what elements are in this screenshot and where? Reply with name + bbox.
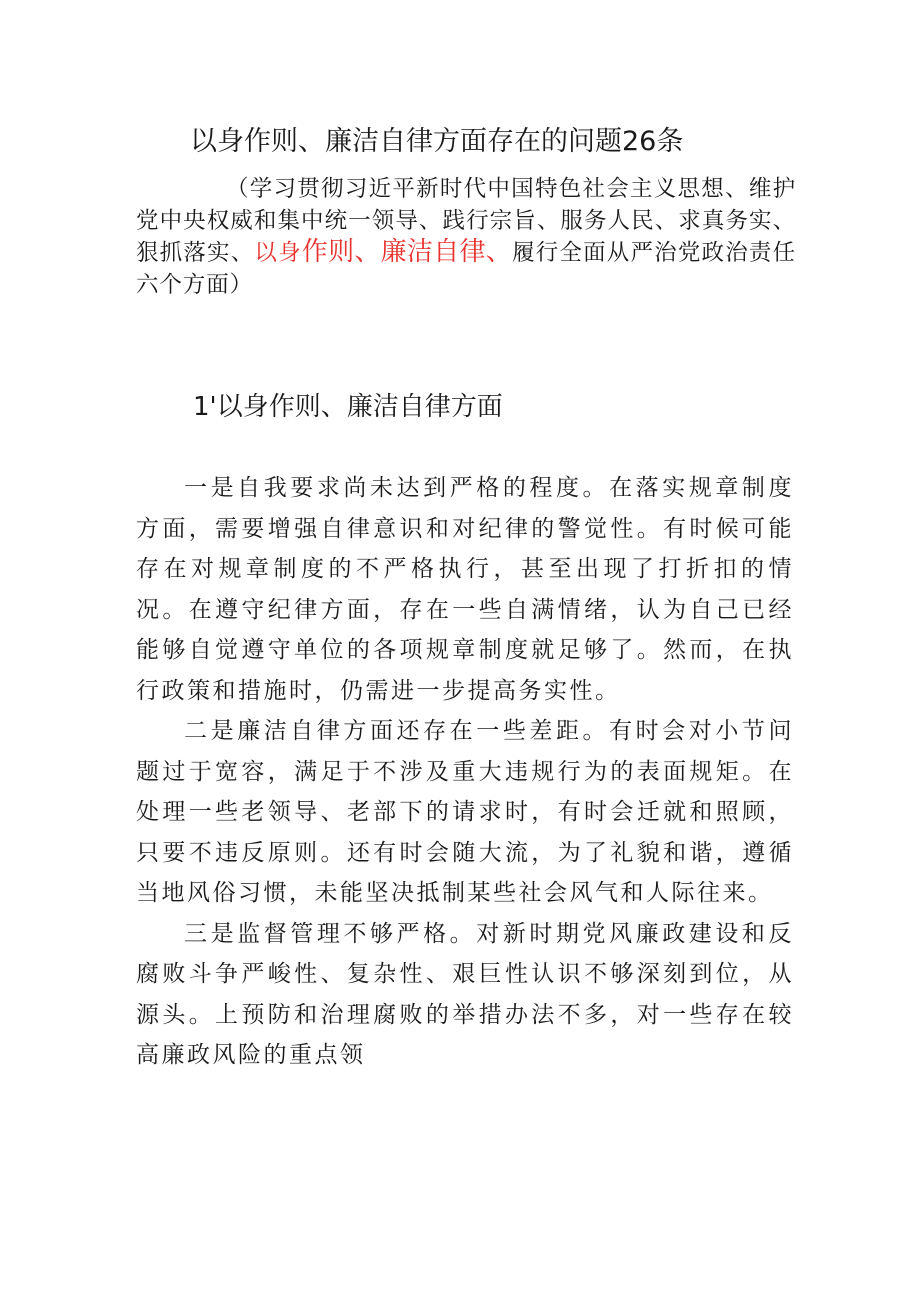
document-body — [136, 468, 794, 1076]
document-subtitle — [136, 174, 796, 301]
subtitle-highlight-2: 作则、廉洁自律、 — [301, 237, 513, 267]
section-heading: 1'以身作则、廉洁自律方面 — [193, 392, 503, 422]
subtitle-text-2: 履行全面从严治党政治责任六个方面） — [136, 240, 796, 298]
document-title: 以身作则、廉洁自律方面存在的问题26条 — [190, 126, 684, 157]
paragraph-1: 一是自我要求尚未达到严格的程度。在落实规章制度方面，需要增强自律意识和对纪律的警觉性。有时候可能存在对规章制度的不严格执行，甚至出现了打折扣的情况。在遵守纪律方面，存在一些自满情绪，认为自己已经能够自觉遵守单位的各项规章制度就足够了。然而，在执行政策和措施时，仍需进一步提高务实性。 — [136, 475, 794, 704]
subtitle-text-1: （学习贯彻习近平新时代中国特色社会主义思想、维护党中央权威和集中统一领导、践行宗旨、服务人民、求真务实、狠抓落实、 — [136, 176, 796, 266]
paragraph-2: 二是廉洁自律方面还存在一些差距。有时会对小节问题过于宽容，满足于不涉及重大违规行为的表面规矩。在处理一些老领导、老部下的请求时，有时会迁就和照顾，只要不违反原则。还有时会随大流，为了礼貌和谐，遵循当地风俗习惯，未能坚决抵制某些社会风气和人际往来。 — [136, 718, 794, 906]
subtitle-highlight-1: 以身 — [254, 240, 302, 266]
paragraph-3: 三是监督管理不够严格。对新时期党风廉政建设和反腐败斗争严峻性、复杂性、艰巨性认识不够深刻到位，从源头。上预防和治理腐败的举措办法不多，对一些存在较高廉政风险的重点领 — [136, 920, 794, 1068]
